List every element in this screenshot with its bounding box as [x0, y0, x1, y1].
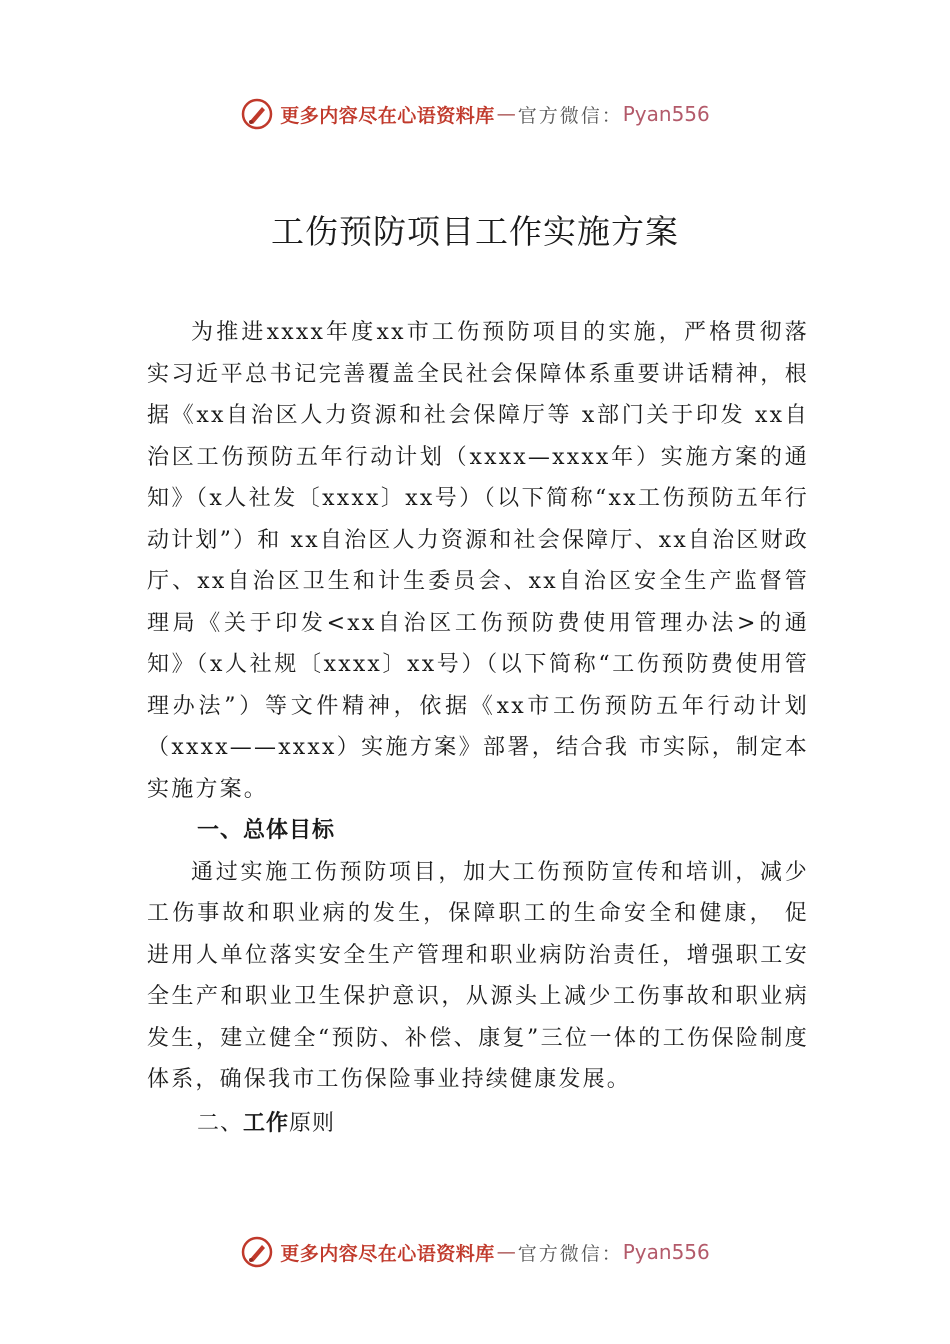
watermark-label: 官方微信：	[517, 104, 623, 127]
watermark-wechat-id: Pyan556	[622, 102, 710, 126]
section2-bold: 工作	[243, 1110, 290, 1136]
document-title: 工伤预防项目工作实施方案	[271, 212, 679, 251]
watermark-wechat-id: Pyan556	[622, 1240, 710, 1264]
watermark-header	[0, 94, 950, 134]
overall-goal-paragraph: 通过实施工伤预防项目，加大工伤预防宣传和培训，减少工伤事故和职业病的发生，保障职工的生命安全和健康， 促进用人单位落实安全生产管理和职业病防治责任，增强职工安全生产和职业卫生保护意识，从源头上减少工伤事故和职业病发生，建立健全“预防、补偿、康复”三位一体的工伤保险制度体系，确保我市工伤保险事业持续健康发展。	[147, 859, 809, 1092]
watermark-label: 官方微信：	[517, 1242, 623, 1265]
section-heading-work-principles	[147, 1103, 809, 1145]
pen-nib-logo-icon	[240, 97, 274, 131]
section2-prefix: 二、	[197, 1110, 244, 1136]
watermark-separator: —	[496, 1241, 516, 1263]
watermark-footer	[0, 1232, 950, 1272]
watermark-site-text: 更多内容尽在心语资料库	[280, 1242, 495, 1265]
watermark-site-text: 更多内容尽在心语资料库	[280, 104, 495, 127]
pen-nib-logo-icon	[240, 1235, 274, 1269]
section2-suffix: 原则	[289, 1110, 336, 1136]
section-heading-overall-goal: 一、总体目标	[197, 818, 336, 843]
intro-paragraph: 为推进xxxx年度xx市工伤预防项目的实施，严格贯彻落实习近平总书记完善覆盖全民社会保障体系重要讲话精神，根据《xx自治区人力资源和社会保障厅等 x部门关于印发 xx自治区工伤预防五年行动计划（xxxx—xxxx年）实施方案的通知》（x人社发〔xxxx〕xx号）（以下简称“xx工伤预防五年行动计划”）和 xx自治区人力资源和社会保障厅、xx自治区财政厅、xx自治区卫生和计生委员会、xx自治区安全生产监督管理局《关于印发<xx自治区工伤预防费使用管理办法>的通知》（x人社规〔xxxx〕xx号）（以下简称“工伤预防费使用管理办法”）等文件精神，依据《xx市工伤预防五年行动计划（xxxx——xxxx）实施方案》部署，结合我 市实际，制定本实施方案。	[147, 320, 809, 802]
document-body	[147, 312, 809, 1144]
watermark-separator: —	[496, 103, 516, 125]
